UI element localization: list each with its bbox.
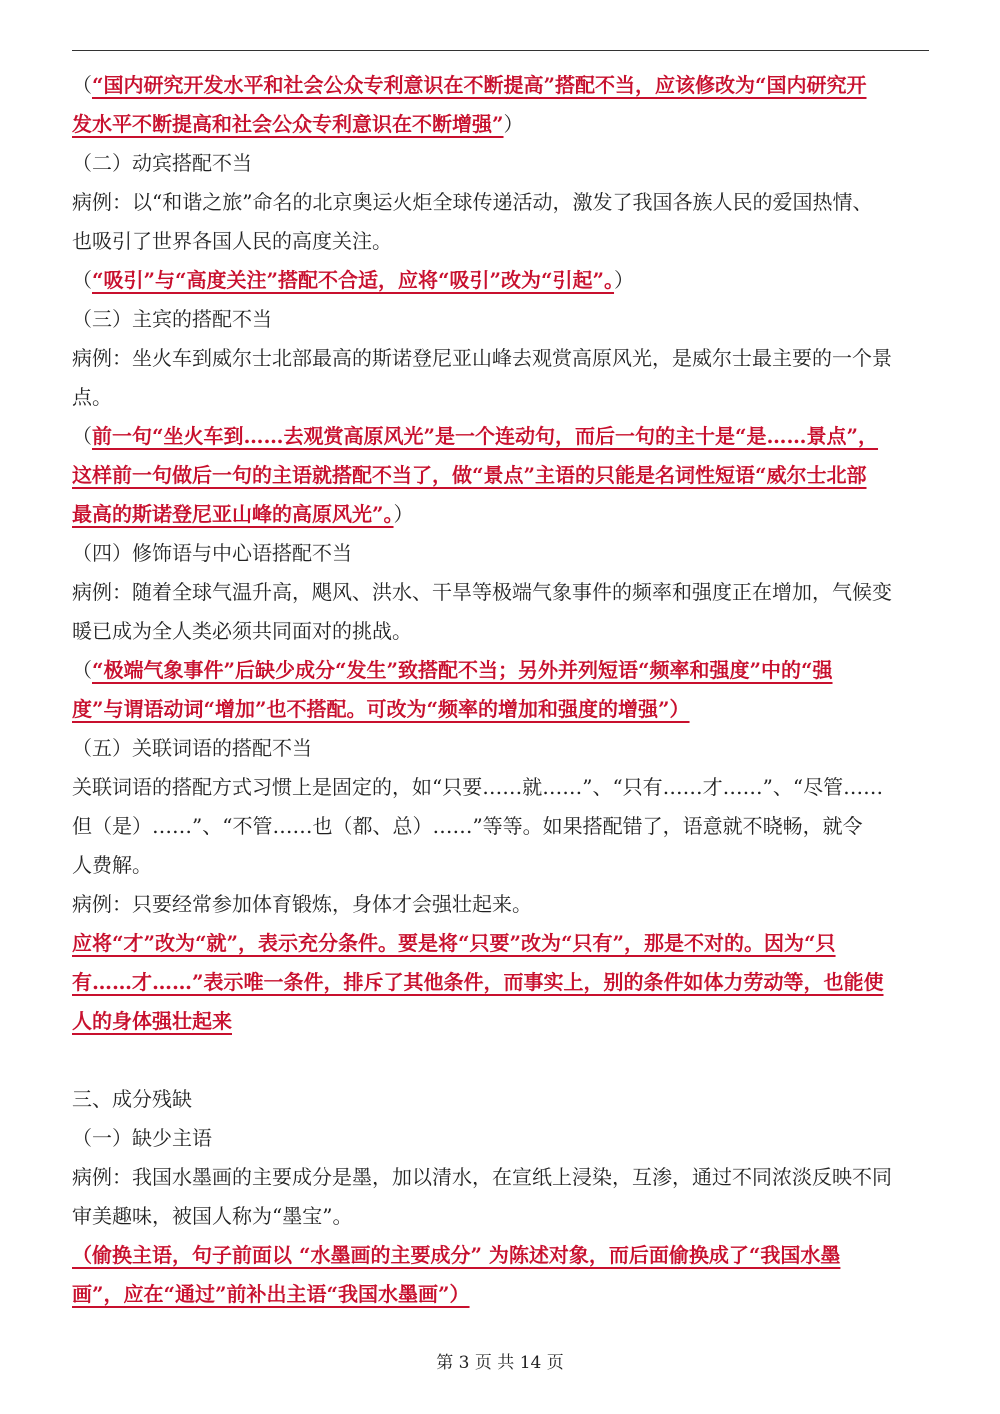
line-text: 审美趣味，被国人称为“墨宝”。 bbox=[72, 1204, 353, 1228]
text-line bbox=[72, 183, 929, 222]
paren-open: （ bbox=[72, 73, 92, 97]
text-line bbox=[72, 300, 929, 339]
paren-open: （ bbox=[72, 658, 92, 682]
correction-text: 前一句“坐火车到……去观赏高原风光”是一个连动句，而后一句的主十是“是……景点”， bbox=[92, 424, 879, 448]
top-rule bbox=[72, 50, 929, 51]
line-text: 三、成分残缺 bbox=[72, 1087, 192, 1111]
paren-open: （ bbox=[72, 268, 92, 292]
text-line bbox=[72, 573, 929, 612]
annotation-line bbox=[72, 963, 929, 1002]
line-text: （三）主宾的搭配不当 bbox=[72, 307, 272, 331]
paren-close: ） bbox=[503, 112, 524, 136]
correction-text: （偷换主语，句子前面以 “水墨画的主要成分” 为陈述对象，而后面偷换成了“我国水墨 bbox=[72, 1243, 841, 1267]
annotation-line bbox=[72, 1002, 929, 1041]
correction-text: “极端气象事件”后缺少成分“发生”致搭配不当；另外并列短语“频率和强度”中的“强 bbox=[92, 658, 833, 682]
text-line bbox=[72, 222, 929, 261]
text-line bbox=[72, 378, 929, 417]
paren-close: ） bbox=[393, 502, 414, 526]
text-line bbox=[72, 1119, 929, 1158]
line-text: 病例：只要经常参加体育锻炼，身体才会强壮起来。 bbox=[72, 892, 532, 916]
correction-text: 人的身体强壮起来 bbox=[72, 1009, 232, 1033]
text-line bbox=[72, 807, 929, 846]
annotation-line bbox=[72, 1236, 929, 1275]
annotation-line bbox=[72, 261, 929, 300]
annotation-line bbox=[72, 651, 929, 690]
line-text: （一）缺少主语 bbox=[72, 1126, 212, 1150]
line-text: 病例：坐火车到威尔士北部最高的斯诺登尼亚山峰去观赏高原风光，是威尔士最主要的一个景 bbox=[72, 346, 892, 370]
paren-close: ） bbox=[614, 268, 635, 292]
paren-open: （ bbox=[72, 424, 92, 448]
text-line bbox=[72, 612, 929, 651]
correction-text: 有……才……”表示唯一条件，排斥了其他条件，而事实上，别的条件如体力劳动等，也能使 bbox=[72, 970, 884, 994]
annotation-line bbox=[72, 924, 929, 963]
annotation-line bbox=[72, 417, 929, 456]
line-text: 也吸引了世界各国人民的高度关注。 bbox=[72, 229, 392, 253]
text-line bbox=[72, 339, 929, 378]
line-text: 人费解。 bbox=[72, 853, 152, 877]
text-line bbox=[72, 1158, 929, 1197]
line-text: 病例：随着全球气温升高，飓风、洪水、干旱等极端气象事件的频率和强度正在增加，气候变 bbox=[72, 580, 892, 604]
page-content bbox=[72, 66, 929, 1314]
text-line bbox=[72, 1080, 929, 1119]
text-line bbox=[72, 1197, 929, 1236]
correction-text: 度”与谓语动词“增加”也不搭配。可改为“频率的增加和强度的增强”） bbox=[72, 697, 690, 721]
line-text: （四）修饰语与中心语搭配不当 bbox=[72, 541, 352, 565]
annotation-line bbox=[72, 1275, 929, 1314]
line-text: （二）动宾搭配不当 bbox=[72, 151, 252, 175]
annotation-line bbox=[72, 105, 929, 144]
correction-text: 这样前一句做后一句的主语就搭配不当了，做“景点”主语的只能是名词性短语“威尔士北部 bbox=[72, 463, 867, 487]
line-text: 关联词语的搭配方式习惯上是固定的，如“只要……就……”、“只有……才……”、“尽管…… bbox=[72, 775, 884, 799]
line-text: 点。 bbox=[72, 385, 112, 409]
line-text: （五）关联词语的搭配不当 bbox=[72, 736, 312, 760]
correction-text: 最高的斯诺登尼亚山峰的高原风光”。 bbox=[72, 502, 394, 526]
annotation-line bbox=[72, 456, 929, 495]
blank-line bbox=[72, 1041, 929, 1080]
text-line bbox=[72, 885, 929, 924]
page-footer: 第 3 页 共 14 页 bbox=[436, 1353, 564, 1373]
text-line bbox=[72, 846, 929, 885]
line-text: 病例：我国水墨画的主要成分是墨，加以清水，在宣纸上浸染，互渗，通过不同浓淡反映不同 bbox=[72, 1165, 892, 1189]
text-line bbox=[72, 144, 929, 183]
annotation-line bbox=[72, 66, 929, 105]
correction-text: “国内研究开发水平和社会公众专利意识在不断提高”搭配不当，应该修改为“国内研究开 bbox=[92, 73, 867, 97]
text-line bbox=[72, 729, 929, 768]
text-line bbox=[72, 534, 929, 573]
correction-text: “吸引”与“高度关注”搭配不合适，应将“吸引”改为“引起”。 bbox=[92, 268, 615, 292]
annotation-line bbox=[72, 690, 929, 729]
correction-text: 应将“才”改为“就”，表示充分条件。要是将“只要”改为“只有”，那是不对的。因为“只 bbox=[72, 931, 836, 955]
annotation-line bbox=[72, 495, 929, 534]
line-text: 病例：以“和谐之旅”命名的北京奥运火炬全球传递活动，激发了我国各族人民的爱国热情、 bbox=[72, 190, 873, 214]
correction-text: 发水平不断提高和社会公众专利意识在不断增强” bbox=[72, 112, 504, 136]
text-line bbox=[72, 768, 929, 807]
line-text: 但（是）……”、“不管……也（都、总）……”等等。如果搭配错了，语意就不晓畅，就令 bbox=[72, 814, 863, 838]
correction-text: 画”，应在“通过”前补出主语“我国水墨画”） bbox=[72, 1282, 470, 1306]
line-text: 暖已成为全人类必须共同面对的挑战。 bbox=[72, 619, 412, 643]
